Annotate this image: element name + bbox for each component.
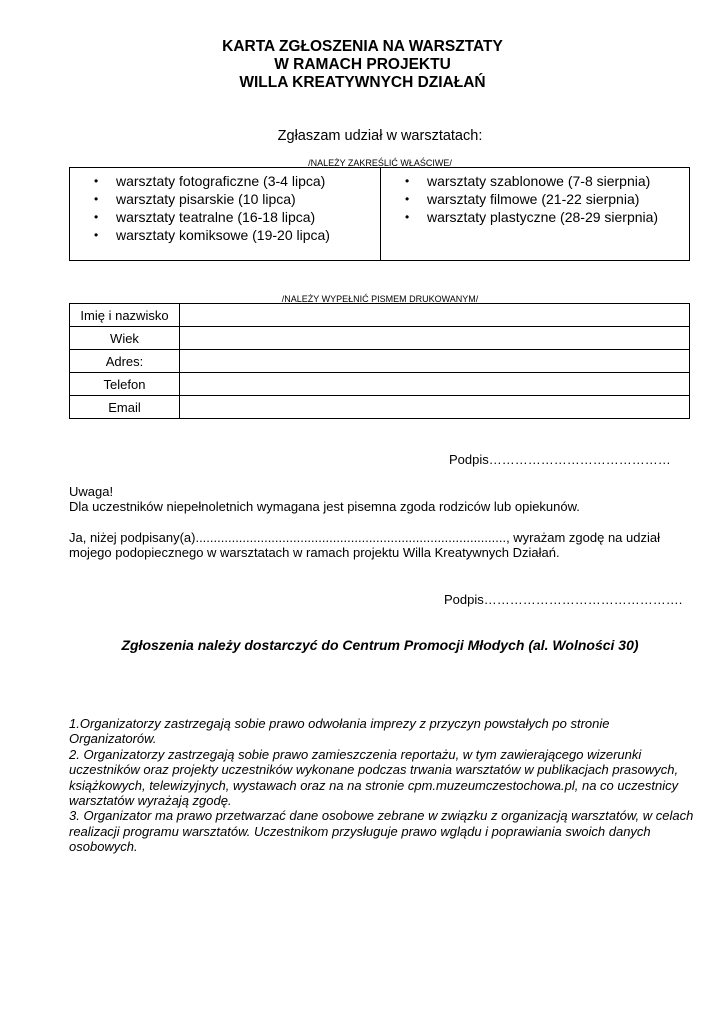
table-row bbox=[70, 350, 690, 373]
workshop-label: warsztaty filmowe (21-22 sierpnia) bbox=[427, 191, 640, 207]
field-label-age: Wiek bbox=[70, 327, 180, 350]
table-row bbox=[70, 304, 690, 327]
term-item: 1.Organizatorzy zastrzegają sobie prawo odwołania imprezy z przyczyn powstałych po stronie Organizatorów. bbox=[69, 716, 610, 747]
terms-section bbox=[69, 716, 694, 855]
bullet-icon: • bbox=[94, 210, 99, 224]
title-line-3: WILLA KREATYWNYCH DZIAŁAŃ bbox=[239, 74, 486, 91]
term-item: 2. Organizatorzy zastrzegają sobie prawo zamieszczenia reportażu, w tym zawierającego wizerunki uczestników oraz projekty uczestników wykonane podczas trwania warsztatów w publikacjach prasowych, książkowych, telewizyjnych, wystawach oraz na na stronie cpm.muzeumczestochowa.pl, na co uczestnicy warsztatów wyrażają zgodę. bbox=[69, 746, 679, 809]
workshop-option[interactable] bbox=[70, 190, 380, 208]
bullet-icon: • bbox=[405, 210, 410, 224]
note-print-block-letters: /NALEŻY WYPEŁNIĆ PISMEM DRUKOWANYM/ bbox=[281, 294, 479, 304]
workshop-option[interactable] bbox=[381, 172, 689, 190]
workshop-label: warsztaty szablonowe (7-8 sierpnia) bbox=[427, 173, 651, 189]
warning-title: Uwaga! bbox=[69, 484, 114, 499]
workshop-option[interactable] bbox=[70, 226, 380, 244]
note-circle-appropriate: /NALEŻY ZAKREŚLIĆ WŁAŚCIWE/ bbox=[308, 158, 452, 168]
workshop-option[interactable] bbox=[70, 208, 380, 226]
declare-text: Zgłaszam udział w warsztatach: bbox=[277, 128, 483, 144]
workshop-label: warsztaty plastyczne (28-29 sierpnia) bbox=[427, 209, 659, 225]
form-title bbox=[0, 38, 725, 92]
signature-line-guardian[interactable]: Podpis………………………………………. bbox=[444, 592, 683, 607]
personal-data-table bbox=[69, 303, 690, 419]
field-label-phone: Telefon bbox=[70, 373, 180, 396]
table-row bbox=[70, 373, 690, 396]
delivery-instructions: Zgłoszenia należy dostarczyć do Centrum Promocji Młodych (al. Wolności 30) bbox=[121, 637, 639, 653]
bullet-icon: • bbox=[94, 174, 99, 188]
title-line-1: KARTA ZGŁOSZENIA NA WARSZTATY bbox=[222, 38, 503, 55]
bullet-icon: • bbox=[405, 174, 410, 188]
signature-line-participant[interactable]: Podpis…………………………………… bbox=[449, 452, 671, 467]
workshop-option[interactable] bbox=[381, 190, 689, 208]
workshops-column-july bbox=[70, 168, 381, 260]
warning-block bbox=[69, 484, 580, 514]
workshops-column-august bbox=[381, 168, 689, 260]
bullet-icon: • bbox=[405, 192, 410, 206]
workshops-table bbox=[69, 167, 690, 261]
field-label-address: Adres: bbox=[70, 350, 180, 373]
term-item: 3. Organizator ma prawo przetwarzać dane osobowe zebrane w związku z organizacją warsztatów, w celach realizacji programu warsztatów. Uczestnikom przysługuje prawo wglądu i poprawiania swoich danych osobowych. bbox=[69, 808, 694, 855]
workshop-option[interactable] bbox=[70, 172, 380, 190]
workshop-option[interactable] bbox=[381, 208, 689, 226]
field-label-name: Imię i nazwisko bbox=[70, 304, 180, 327]
name-field[interactable] bbox=[180, 304, 690, 327]
bullet-icon: • bbox=[94, 192, 99, 206]
parental-consent-text: Ja, niżej podpisany(a)......................................................................................, wyrażam zgodę na udział mojego podopiecznego w warsztatach w ramach projektu Willa Kreatywnych Działań. bbox=[69, 530, 660, 560]
table-row bbox=[70, 327, 690, 350]
phone-field[interactable] bbox=[180, 373, 690, 396]
email-field[interactable] bbox=[180, 396, 690, 419]
table-row bbox=[70, 396, 690, 419]
address-field[interactable] bbox=[180, 350, 690, 373]
workshop-label: warsztaty pisarskie (10 lipca) bbox=[116, 191, 296, 207]
bullet-icon: • bbox=[94, 228, 99, 242]
warning-text: Dla uczestników niepełnoletnich wymagana jest pisemna zgoda rodziców lub opiekunów. bbox=[69, 499, 580, 514]
workshop-label: warsztaty fotograficzne (3-4 lipca) bbox=[116, 173, 326, 189]
field-label-email: Email bbox=[70, 396, 180, 419]
workshop-label: warsztaty komiksowe (19-20 lipca) bbox=[116, 227, 330, 243]
age-field[interactable] bbox=[180, 327, 690, 350]
title-line-2: W RAMACH PROJEKTU bbox=[274, 56, 451, 73]
workshop-label: warsztaty teatralne (16-18 lipca) bbox=[116, 209, 316, 225]
